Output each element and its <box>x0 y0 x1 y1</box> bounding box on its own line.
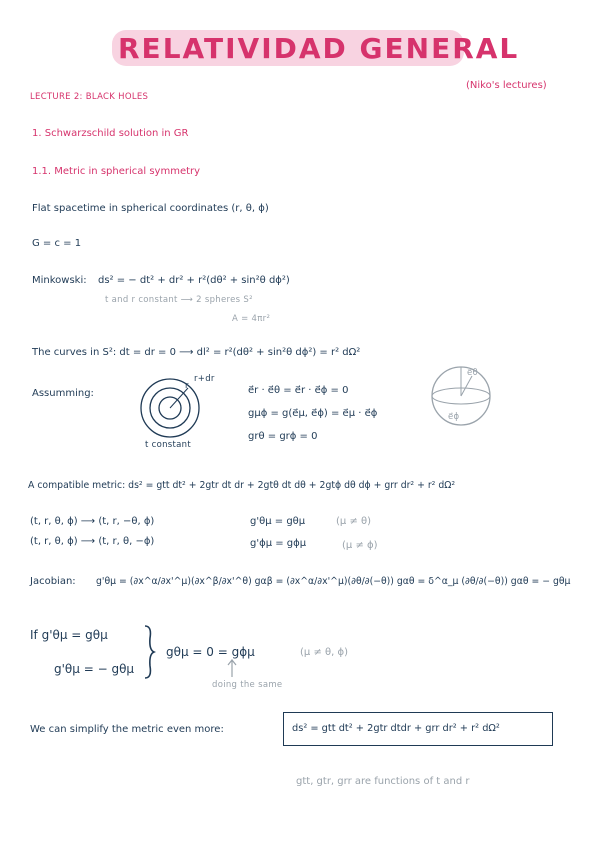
sphere-label-theta: e⃗θ <box>467 368 479 378</box>
lecture-heading: LECTURE 2: BLACK HOLES <box>30 92 149 102</box>
transformation-phi-condition: (μ ≠ ϕ) <box>342 540 378 551</box>
section-1-heading: 1. Schwarzschild solution in GR <box>32 128 189 139</box>
transformation-theta: (t, r, θ, ϕ) ⟶ (t, r, −θ, ϕ) <box>30 516 155 527</box>
author-note: (Niko's lectures) <box>466 80 547 91</box>
circle-label-r: r <box>185 381 189 391</box>
minkowski-note-spheres: t and r constant ⟶ 2 spheres S² <box>105 295 253 305</box>
if-condition-1: If g'θμ = gθμ <box>30 628 108 642</box>
simplify-label: We can simplify the metric even more: <box>30 724 224 735</box>
assume-eq-zero: grθ = grϕ = 0 <box>248 431 318 442</box>
compatible-metric-line: A compatible metric: ds² = gtt dt² + 2gtr dt dr + 2gtθ dt dθ + 2gtϕ dθ dϕ + grr dr² + r² dΩ² <box>28 480 456 491</box>
minkowski-label: Minkowski: <box>32 275 87 286</box>
assume-eq-orthogonal: e⃗r · e⃗θ = e⃗r · e⃗ϕ = 0 <box>248 385 349 396</box>
up-arrow-icon <box>226 658 238 678</box>
transformation-theta-condition: (μ ≠ θ) <box>336 516 372 527</box>
curly-brace <box>142 624 156 680</box>
jacobian-label: Jacobian: <box>30 576 76 587</box>
page-title: RELATIVIDAD GENERAL <box>118 32 520 65</box>
circle-label-rdr: r+dr <box>194 374 215 384</box>
assuming-label: Assumming: <box>32 388 94 399</box>
minkowski-note-area: A = 4πr² <box>232 314 271 324</box>
flat-spacetime-line: Flat spacetime in spherical coordinates (r, θ, ϕ) <box>32 203 269 214</box>
concentric-circles-diagram <box>130 370 230 450</box>
doing-same-note: doing the same <box>212 680 283 690</box>
curves-line: The curves in S²: dt = dr = 0 ⟶ dl² = r²(dθ² + sin²θ dϕ²) = r² dΩ² <box>32 347 361 358</box>
sphere-label-phi: e⃗ϕ <box>448 412 460 422</box>
units-line: G = c = 1 <box>32 238 82 249</box>
section-1-1-heading: 1.1. Metric in spherical symmetry <box>32 166 201 177</box>
t-constant-label: t constant <box>145 440 191 450</box>
assume-eq-metric: gμϕ = g(e⃗μ, e⃗ϕ) = e⃗μ · e⃗ϕ <box>248 408 378 419</box>
if-condition-2: g'θμ = − gθμ <box>54 662 135 676</box>
jacobian-equation: g'θμ = (∂x^α/∂x'^μ)(∂x^β/∂x'^θ) gαβ = (∂x^α/∂x'^μ)(∂θ/∂(−θ)) gαθ = δ^α_μ (∂θ/∂(−θ)) gαθ = − gθμ <box>96 576 571 587</box>
transformation-phi: (t, r, θ, ϕ) ⟶ (t, r, θ, −ϕ) <box>30 536 155 547</box>
functions-note: gtt, gtr, grr are functions of t and r <box>296 776 470 787</box>
transformation-theta-result: g'θμ = gθμ <box>250 516 306 527</box>
if-result: gθμ = 0 = gϕμ <box>166 645 255 659</box>
transformation-phi-result: g'ϕμ = gϕμ <box>250 538 307 549</box>
simplified-metric-box: ds² = gtt dt² + 2gtr dtdr + grr dr² + r² dΩ² <box>283 712 553 746</box>
if-condition-note: (μ ≠ θ, ϕ) <box>300 647 348 658</box>
minkowski-equation: ds² = − dt² + dr² + r²(dθ² + sin²θ dϕ²) <box>98 275 290 286</box>
sphere-diagram <box>428 362 498 432</box>
